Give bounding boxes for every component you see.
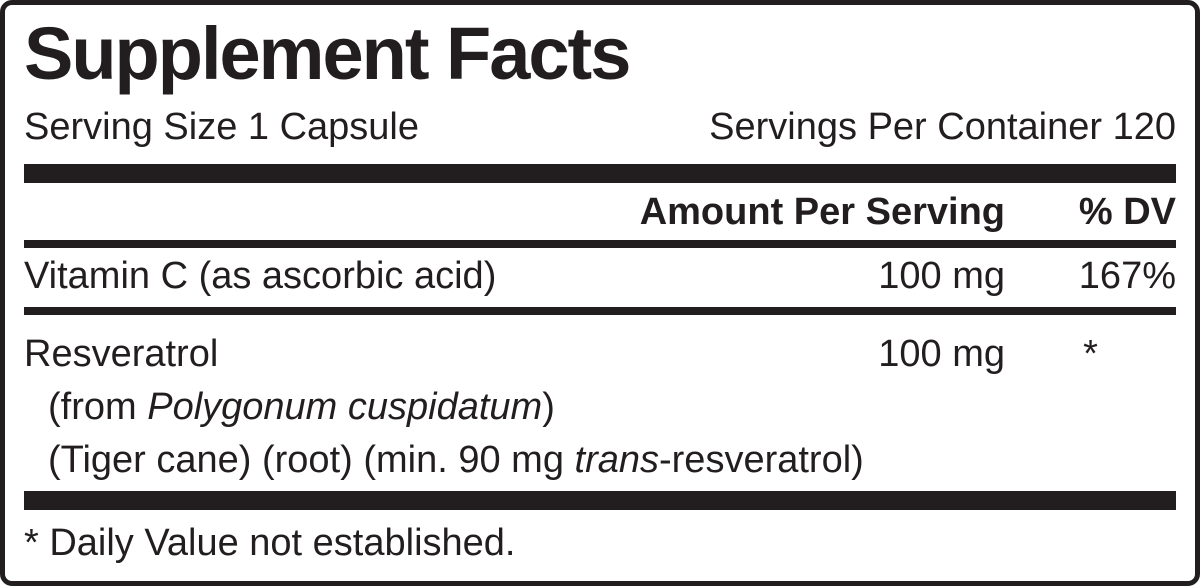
table-header-row [24, 183, 1176, 240]
thin-divider-2 [24, 307, 1176, 315]
thick-divider-top [24, 164, 1176, 183]
nutrient-detail-line [24, 386, 878, 428]
serving-size-text: Serving Size 1 Capsule [24, 106, 419, 148]
nutrient-name: Vitamin C (as ascorbic acid) [24, 255, 497, 297]
thin-divider-1 [24, 240, 1176, 248]
panel-title: Supplement Facts [24, 12, 630, 95]
thick-divider-bottom [24, 491, 1176, 510]
nutrient-detail-line [24, 439, 878, 481]
nutrient-amount: 100 mg [878, 333, 1005, 375]
detail-text: -resveratrol) [659, 439, 864, 481]
nutrient-dv-asterisk: * [1083, 333, 1098, 375]
nutrient-dv: 167% [1078, 255, 1176, 297]
daily-value-footnote: * Daily Value not established. [24, 522, 516, 564]
nutrient-name: Resveratrol [24, 333, 219, 375]
serving-info-row [24, 105, 1176, 149]
table-row [24, 315, 1176, 491]
table-row [24, 248, 1176, 307]
detail-trans-prefix: trans [574, 439, 659, 481]
servings-per-container-text: Servings Per Container 120 [709, 106, 1176, 148]
nutrient-amount: 100 mg [878, 255, 1005, 297]
detail-text: ) [542, 386, 555, 428]
nutrient-name-block [24, 333, 878, 481]
detail-text: (Tiger cane) (root) (min. 90 mg [48, 439, 575, 481]
percent-dv-header: % DV [1078, 191, 1176, 233]
detail-latin-name: Polygonum cuspidatum [147, 386, 543, 428]
detail-text: (from [48, 386, 148, 428]
amount-per-serving-header: Amount Per Serving [639, 191, 1005, 233]
